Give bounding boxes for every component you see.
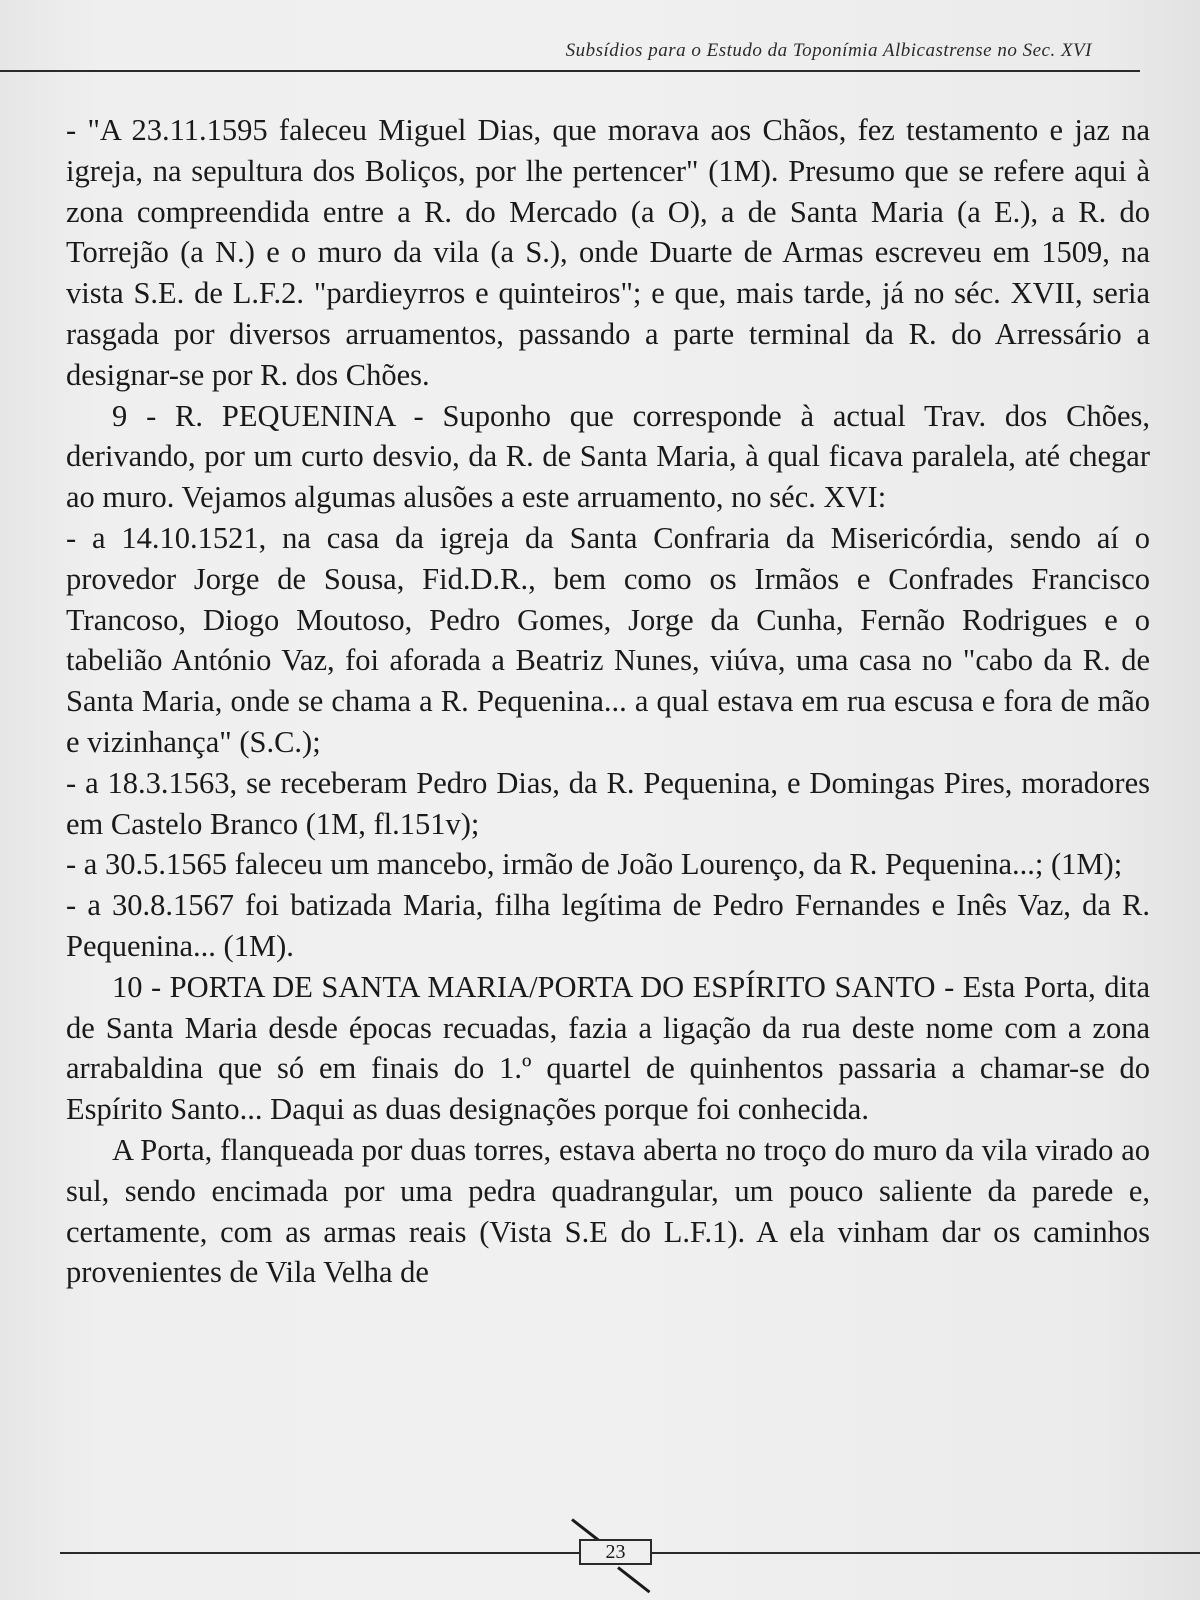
paragraph-entry-1565: - a 30.5.1565 faleceu um mancebo, irmão de João Lourenço, da R. Pequenina...; (1M); xyxy=(66,847,1123,882)
running-header: Subsídios para o Estudo da Toponímia Albicastrense no Sec. XVI xyxy=(565,40,1092,61)
paragraph-entry-1567: - a 30.8.1567 foi batizada Maria, filha legítima de Pedro Fernandes e Inês Vaz, da R. Pequenina... (1M). xyxy=(66,888,1150,963)
body-text xyxy=(66,110,1150,1293)
footer-rule-right xyxy=(652,1552,1200,1554)
paragraph-rua-pequenina: 9 - R. PEQUENINA - Suponho que corresponde à actual Trav. dos Chões, derivando, por um curto desvio, da R. de Santa Maria, à qual ficava paralela, até chegar ao muro. Vejamos algumas alusões a este arruamento, no séc. XVI: xyxy=(66,398,1150,515)
paragraph-porta-santa-maria: 10 - PORTA DE SANTA MARIA/PORTA DO ESPÍRITO SANTO - Esta Porta, dita de Santa Maria desde épocas recuadas, fazia a ligação da rua deste nome com a zona arrabaldina que só em finais do 1.º quartel de quinhentos passaria a chamar-se do Espírito Santo... Daqui as duas designações porque foi conhecida. xyxy=(66,969,1150,1127)
page-number: 23 xyxy=(579,1539,652,1565)
paragraph-porta-description: A Porta, flanqueada por duas torres, estava aberta no troço do muro da vila virado ao sul, sendo encimada por uma pedra quadrangular, um pouco saliente da parede e, certamente, com as armas reais (Vista S.E do L.F.1). A ela vinham dar os caminhos provenientes de Vila Velha de xyxy=(66,1132,1150,1290)
paragraph-entry-1521: - a 14.10.1521, na casa da igreja da Santa Confraria da Misericórdia, sendo aí o provedor Jorge de Sousa, Fid.D.R., bem como os Irmãos e Confrades Francisco Trancoso, Diogo Moutoso, Pedro Gomes, Jorge da Cunha, Fernão Rodrigues e o tabelião António Vaz, foi aforada a Beatriz Nunes, viúva, uma casa no "cabo da R. de Santa Maria, onde se chama a R. Pequenina... a qual estava em rua escusa e fora de mão e vizinhança" (S.C.); xyxy=(66,520,1150,759)
paragraph-chaos-quote: - "A 23.11.1595 faleceu Miguel Dias, que morava aos Chãos, fez testamento e jaz na igreja, na sepultura dos Boliços, por lhe pertencer" (1M). Presumo que se refere aqui à zona compreendida entre a R. do Mercado (a O), a de Santa Maria (a E.), a R. do Torrejão (a N.) e o muro da vila (a S.), onde Duarte de Armas escreveu em 1509, na vista S.E. de L.F.2. "pardieyrros e quinteiros"; e que, mais tarde, já no séc. XVII, seria rasgada por diversos arruamentos, passando a parte terminal da R. do Arressário a designar-se por R. dos Chões. xyxy=(66,113,1150,392)
header-rule xyxy=(0,70,1140,72)
page-ornament-slash-icon xyxy=(617,1566,650,1593)
paragraph-entry-1563: - a 18.3.1563, se receberam Pedro Dias, da R. Pequenina, e Domingas Pires, moradores em Castelo Branco (1M, fl.151v); xyxy=(66,765,1150,841)
footer-rule-left xyxy=(60,1552,580,1554)
